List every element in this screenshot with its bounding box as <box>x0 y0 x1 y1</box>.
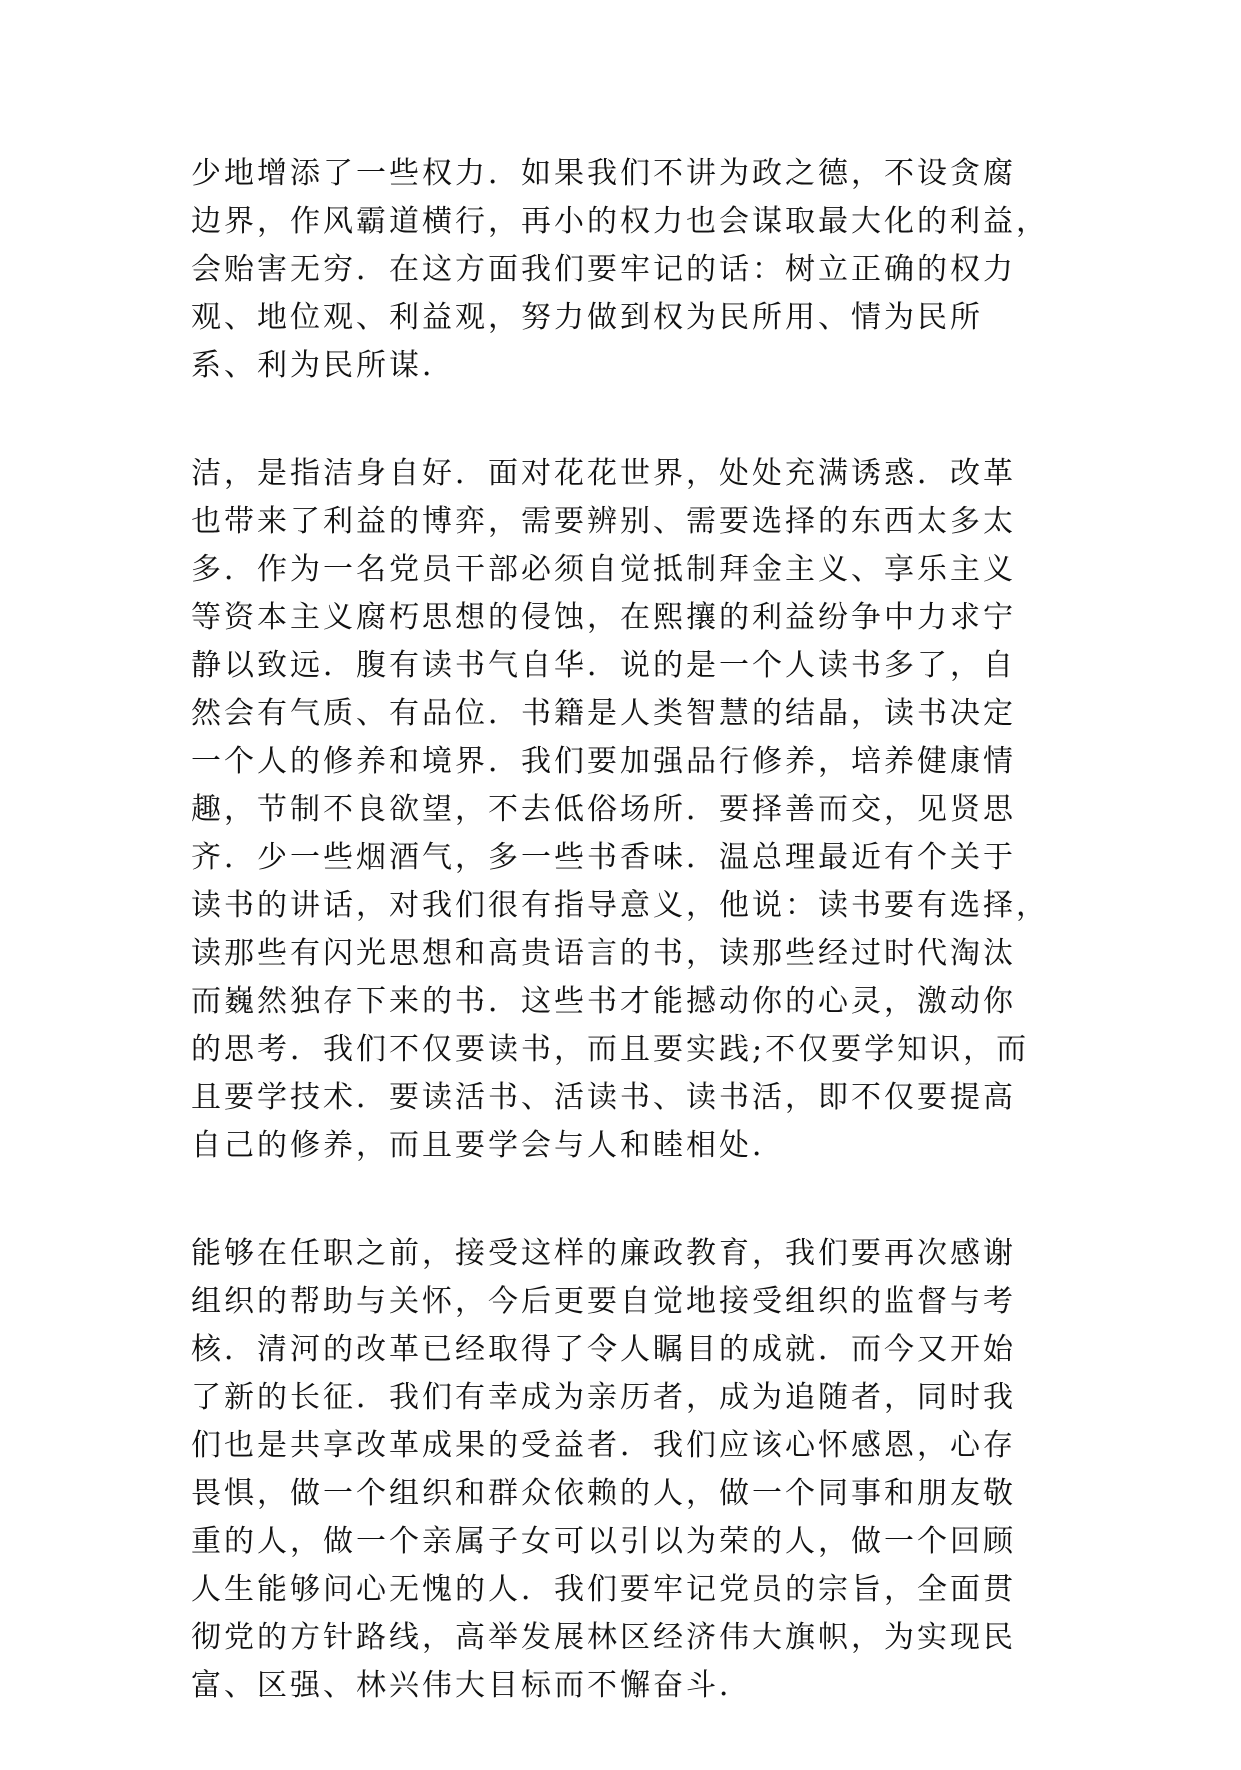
text-line: 多．作为一名党员干部必须自觉抵制拜金主义、享乐主义 <box>191 552 1016 587</box>
text-line: 读那些有闪光思想和高贵语言的书，读那些经过时代淘汰 <box>191 936 1016 971</box>
text-line: 能够在任职之前，接受这样的廉政教育，我们要再次感谢 <box>191 1236 1016 1271</box>
text-line: 核．清河的改革已经取得了令人瞩目的成就．而今又开始 <box>191 1332 1016 1367</box>
text-line: 少地增添了一些权力．如果我们不讲为政之德，不设贪腐 <box>191 156 1016 191</box>
text-line: 自己的修养，而且要学会与人和睦相处． <box>191 1128 785 1163</box>
paragraph-gratitude <box>191 1230 1061 1710</box>
text-line: 读书的讲话，对我们很有指导意义，他说：读书要有选择， <box>191 888 1049 923</box>
text-line: 观、地位观、利益观，努力做到权为民所用、情为民所 <box>191 300 983 335</box>
text-line: 重的人，做一个亲属子女可以引以为荣的人，做一个回顾 <box>191 1524 1016 1559</box>
text-line: 等资本主义腐朽思想的侵蚀，在熙攘的利益纷争中力求宁 <box>191 600 1016 635</box>
text-line: 人生能够问心无愧的人．我们要牢记党员的宗旨，全面贯 <box>191 1572 1016 1607</box>
text-line: 洁，是指洁身自好．面对花花世界，处处充满诱惑．改革 <box>191 456 1016 491</box>
paragraph-power <box>191 150 1061 390</box>
text-line: 然会有气质、有品位．书籍是人类智慧的结晶，读书决定 <box>191 696 1016 731</box>
text-line: 一个人的修养和境界．我们要加强品行修养，培养健康情 <box>191 744 1016 779</box>
text-line: 了新的长征．我们有幸成为亲历者，成为追随者，同时我 <box>191 1380 1016 1415</box>
text-line: 组织的帮助与关怀，今后更要自觉地接受组织的监督与考 <box>191 1284 1016 1319</box>
text-line: 们也是共享改革成果的受益者．我们应该心怀感恩，心存 <box>191 1428 1016 1463</box>
text-line: 会贻害无穷．在这方面我们要牢记的话：树立正确的权力 <box>191 252 1016 287</box>
text-line: 静以致远．腹有读书气自华．说的是一个人读书多了，自 <box>191 648 1016 683</box>
paragraph-integrity <box>191 450 1061 1170</box>
text-line: 趣，节制不良欲望，不去低俗场所．要择善而交，见贤思 <box>191 792 1016 827</box>
text-line: 畏惧，做一个组织和群众依赖的人，做一个同事和朋友敬 <box>191 1476 1016 1511</box>
text-line: 彻党的方针路线，高举发展林区经济伟大旗帜，为实现民 <box>191 1620 1016 1655</box>
text-line: 且要学技术．要读活书、活读书、读书活，即不仅要提高 <box>191 1080 1016 1115</box>
text-line: 齐．少一些烟酒气，多一些书香味．温总理最近有个关于 <box>191 840 1016 875</box>
text-line: 系、利为民所谋． <box>191 348 455 383</box>
text-line: 而巍然独存下来的书．这些书才能撼动你的心灵，激动你 <box>191 984 1016 1019</box>
text-line: 也带来了利益的博弈，需要辨别、需要选择的东西太多太 <box>191 504 1016 539</box>
document-body <box>191 150 1061 1770</box>
text-line: 的思考．我们不仅要读书，而且要实践;不仅要学知识，而 <box>191 1032 1030 1067</box>
text-line: 富、区强、林兴伟大目标而不懈奋斗． <box>191 1668 752 1703</box>
text-line: 边界，作风霸道横行，再小的权力也会谋取最大化的利益， <box>191 204 1049 239</box>
